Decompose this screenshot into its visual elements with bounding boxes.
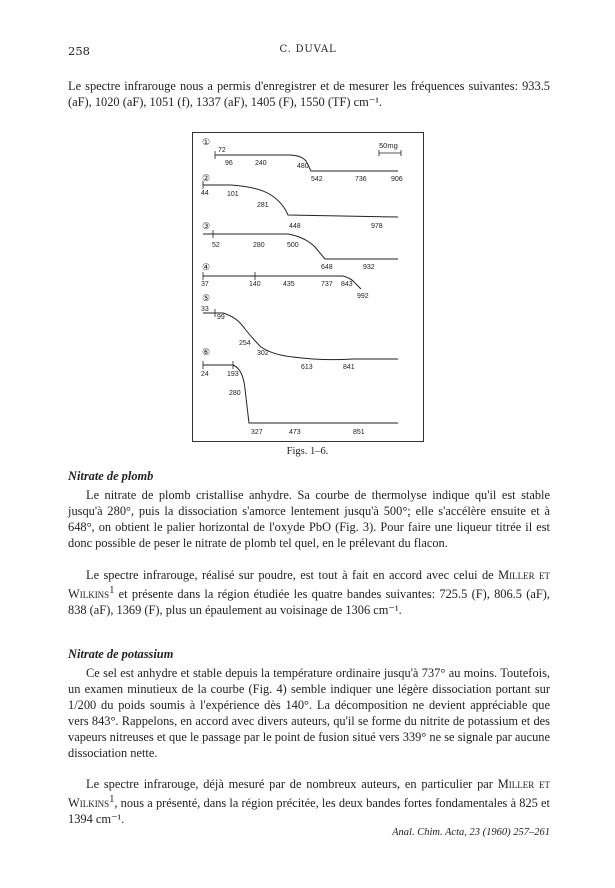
curve-2-label-44: 44	[201, 190, 209, 197]
curve-3-label-648: 648	[321, 264, 333, 271]
curve-2-label-448: 448	[289, 223, 301, 230]
curve-2-label-978: 978	[371, 223, 383, 230]
figure-caption: Figs. 1–6.	[286, 446, 329, 457]
potassium-p2-text-a: Le spectre infrarouge, déjà mesuré par de nombreux auteurs, en particulier par	[86, 777, 498, 791]
curve-1-label-542: 542	[311, 176, 323, 183]
curve-2-number: ②	[202, 173, 211, 183]
curve-3-label-280: 280	[253, 242, 265, 249]
curve-5-label-613: 613	[301, 364, 313, 371]
curve-6-label-327: 327	[251, 429, 263, 436]
curve-6-label-193: 193	[227, 371, 239, 378]
curve-1-label-72: 72	[218, 147, 226, 154]
curve-4-label-737: 737	[321, 281, 333, 288]
curve-1-number: ①	[202, 137, 211, 147]
curve-2-line	[203, 185, 398, 217]
curve-2-label-281: 281	[257, 202, 269, 209]
curve-6-label-473: 473	[289, 429, 301, 436]
lead-nitrate-p2-text-b: et présente dans la région étudiée les quatre bandes suivantes: 725.5 (F), 806.5 (aF), 838 (aF), 1369 (F), plus un épaulement au voisinage de 1306 cm⁻¹.	[68, 587, 550, 618]
curve-4-label-37: 37	[201, 281, 209, 288]
curve-3-line	[203, 234, 398, 259]
curve-1-label-96: 96	[225, 160, 233, 167]
lead-nitrate-paragraph-2	[68, 567, 550, 618]
curve-1-label-480: 480	[297, 163, 309, 170]
thermolysis-curves	[193, 133, 423, 441]
curve-5-label-841: 841	[343, 364, 355, 371]
journal-footer: Anal. Chim. Acta, 23 (1960) 257–261	[392, 827, 550, 838]
curve-4-label-992: 992	[357, 293, 369, 300]
author-citation: Miller et Wilkins	[68, 568, 551, 602]
potassium-nitrate-paragraph-2	[68, 776, 550, 827]
curve-5-label-33: 33	[201, 306, 209, 313]
section-heading-lead-nitrate: Nitrate de plomb	[68, 469, 154, 483]
curve-4-label-140: 140	[249, 281, 261, 288]
page-header	[68, 44, 548, 60]
curve-5-label-302: 302	[257, 350, 269, 357]
curve-4-label-435: 435	[283, 281, 295, 288]
curve-3-label-52: 52	[212, 242, 220, 249]
reference-mark: 1	[109, 585, 115, 597]
potassium-p2-text-b: , nous a présenté, dans la région précitée, les deux bandes fortes fondamentales à 825 et 1394 cm⁻¹.	[68, 796, 550, 827]
intro-paragraph: Le spectre infrarouge nous a permis d'enregistrer et de mesurer les fréquences suivantes: 933.5 (aF), 1020 (aF), 1051 (f), 1337 (aF), 1405 (F), 1550 (TF) cm⁻¹.	[68, 79, 550, 110]
curve-3-label-500: 500	[287, 242, 299, 249]
curve-3-label-932: 932	[363, 264, 375, 271]
curve-6-label-24: 24	[201, 371, 209, 378]
running-head: C. DUVAL	[279, 44, 337, 55]
author-citation: Miller et Wilkins	[68, 777, 550, 811]
curve-5-number: ⑤	[202, 293, 211, 303]
curve-6-number: ⑥	[202, 347, 211, 357]
lead-nitrate-p2-text-a: Le spectre infrarouge, réalisé sur poudre, est tout à fait en accord avec celui de	[86, 568, 499, 582]
curve-1-label-240: 240	[255, 160, 267, 167]
curve-5-line	[203, 313, 398, 360]
lead-nitrate-paragraph-1: Le nitrate de plomb cristallise anhydre. Sa courbe de thermolyse indique qu'il est stable jusqu'à 280°, puis la dissociation s'amorce lentement jusqu'à 500°; elle s'accélère ensuite et à 648°, on obtient le palier horizontal de l'oxyde PbO (Fig. 3). Pour faire une liqueur titrée il est donc possible de peser le nitrate de plomb tel quel, en le prélevant du flacon.	[68, 488, 550, 551]
curve-5-label-99: 99	[217, 314, 225, 321]
curve-1-label-736: 736	[355, 176, 367, 183]
curve-1-label-906: 906	[391, 176, 403, 183]
curve-6-label-280: 280	[229, 390, 241, 397]
potassium-nitrate-paragraph-1: Ce sel est anhydre et stable depuis la température ordinaire jusqu'à 737° au moins. Toutefois, un examen minutieux de la courbe (Fig. 4) semble indiquer une légère dissociation portant sur 1/200 du poids soumis à l'expérience dès 140°. La décomposition ne devient appréciable que vers 843°. Rappelons, en accord avec divers auteurs, qu'il se forme du nitrite de potassium et des vapeurs nitreuses et que le passage par le point de fusion situé vers 339° ne se signale par aucune dissociation nette.	[68, 666, 550, 761]
curve-3-number: ③	[202, 221, 211, 231]
curve-2-label-101: 101	[227, 191, 239, 198]
curve-5-label-254: 254	[239, 340, 251, 347]
curve-6-label-851: 851	[353, 429, 365, 436]
curve-4-number: ④	[202, 262, 211, 272]
section-heading-potassium-nitrate: Nitrate de potassium	[68, 647, 174, 661]
scale-label: 50mg	[379, 141, 398, 150]
curve-4-label-843: 843	[341, 281, 353, 288]
thermogravimetry-figure	[192, 132, 424, 442]
page-number: 258	[68, 44, 90, 58]
curve-4-line	[203, 276, 361, 289]
reference-mark: 1	[109, 794, 115, 806]
